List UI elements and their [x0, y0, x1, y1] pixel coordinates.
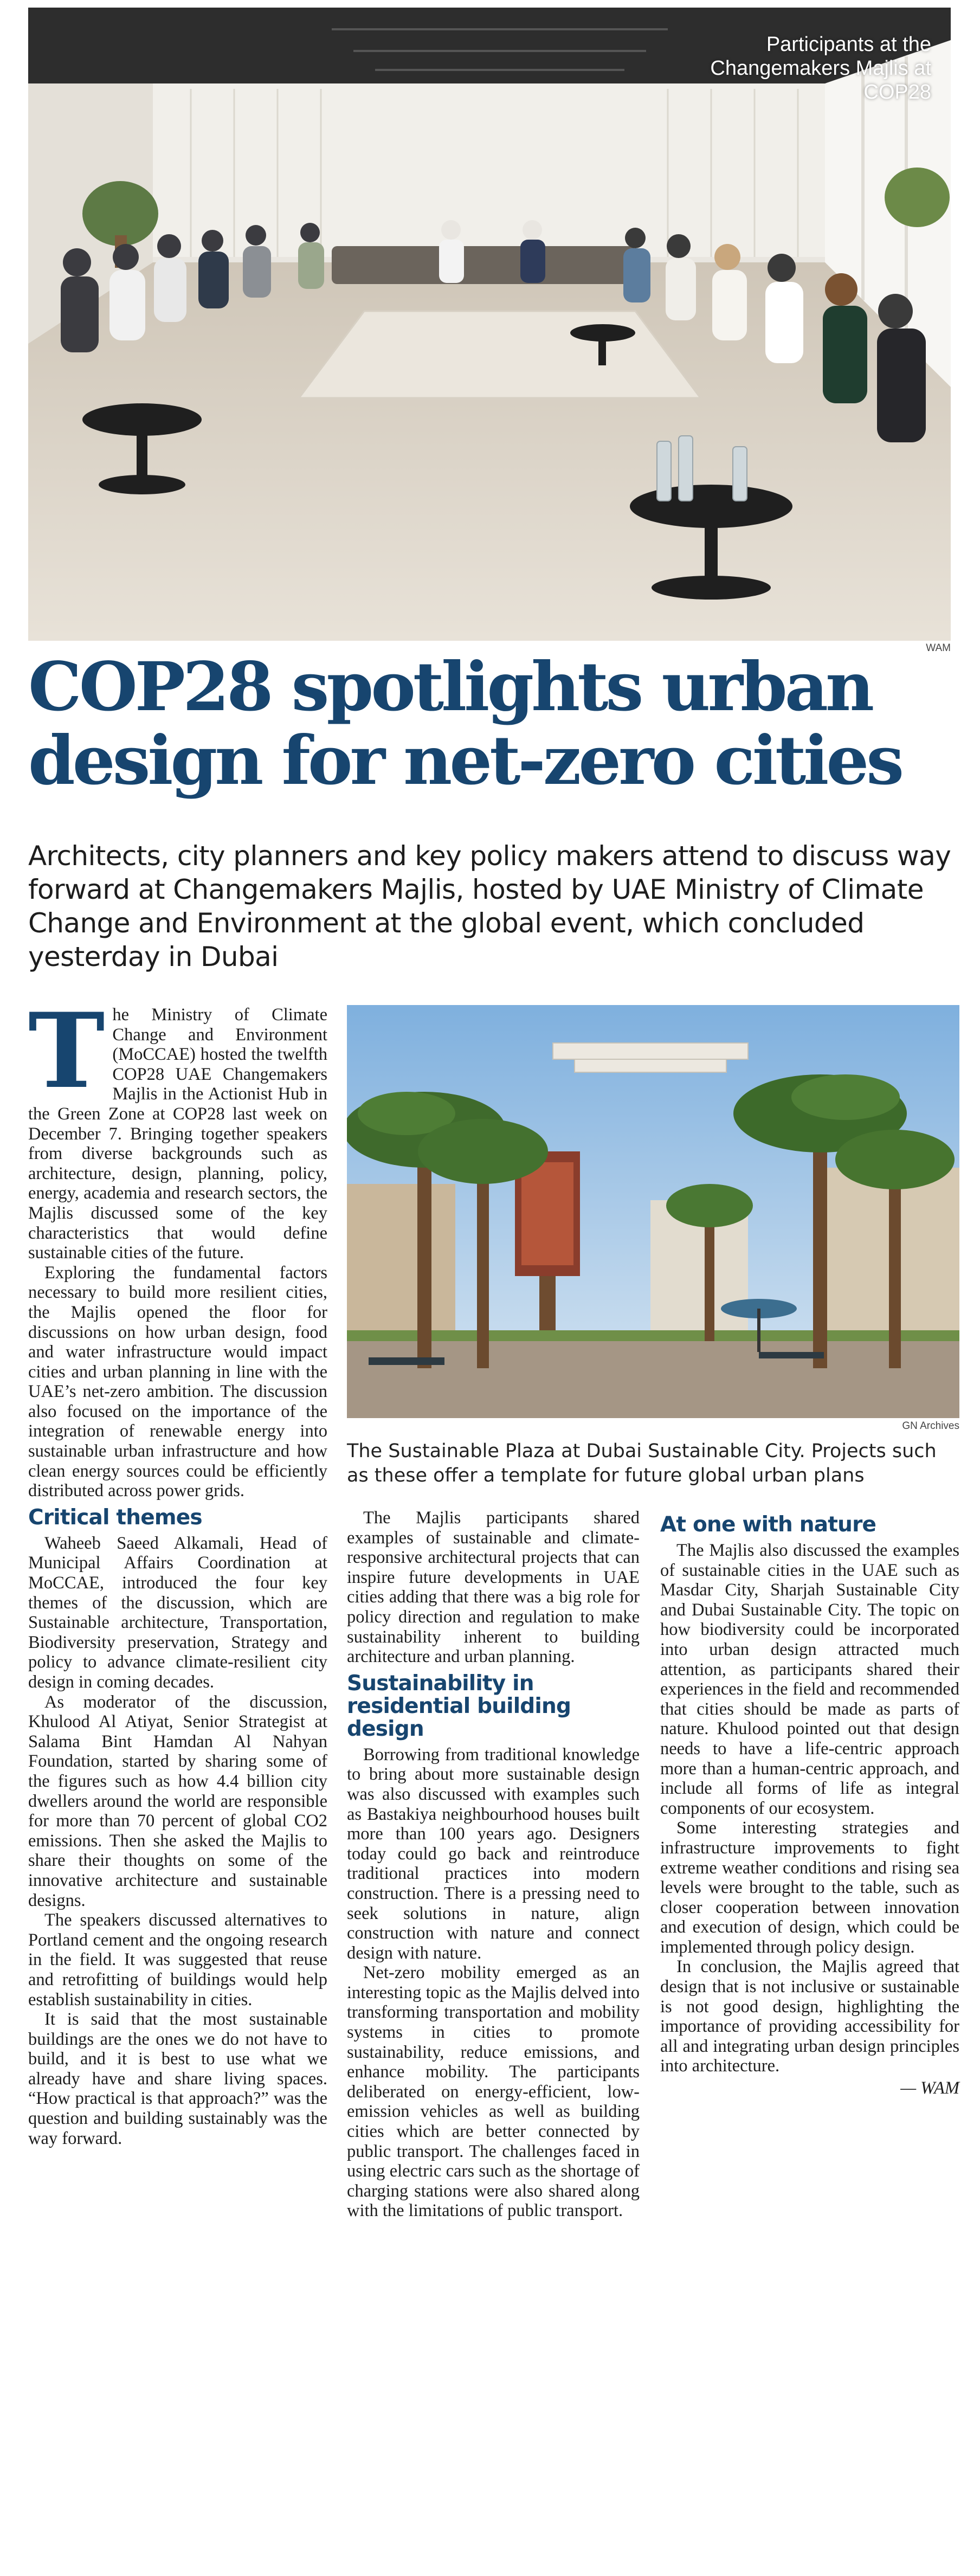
article-paragraph-2: Exploring the fundamental factors necessary to build more resilient cities, the Majlis opened the floor for discussions on how urban design, food and water infrastructure would impact cities and urban planning in line with the UAE’s net-zero ambition. The discussion also focused on the importance of the integration of renewable energy into sustainable urban infrastructure and how clean energy sources could be efficiently distributed across power grids.: [28, 1263, 327, 1501]
article-column-2: [347, 1508, 640, 2221]
article-paragraph-3: Waheeb Saeed Alkamali, Head of Municipal Affairs Coordination at MoCCAE, introduced the four key themes of the discussion, which are Sustainable architecture, Transportation, Biodiversity preservation, Strategy and policy to advance climate-resilient city design in coming decades.: [28, 1533, 327, 1692]
top-photo-credit: WAM: [926, 642, 951, 654]
article-paragraph-5: The speakers discussed alternatives to Portland cement and the ongoing research in the field. It was suggested that reuse and retrofitting of buildings would help establish sustainability in cities.: [28, 1910, 327, 2010]
signoff: — WAM: [900, 2078, 959, 2098]
article-paragraph-12: In conclusion, the Majlis agreed that design that is not inclusive or sustainable is not good design, highlighting the importance of providing accessibility for all and integrating urban design principles into architecture.: [660, 1957, 959, 2076]
article-paragraph-6: It is said that the most sustainable buildings are the ones we do not have to build, and it is best to use what we already have and share living spaces. “How practical is that approach?” was the question and building sustainably was the way forward.: [28, 2010, 327, 2148]
subhead-critical-themes: Critical themes: [28, 1505, 202, 1530]
subhead-at-one-with-nature: At one with nature: [660, 1512, 876, 1537]
photo-caption-overlay: Participants at the Changemakers Majlis at COP28: [710, 33, 931, 104]
article-paragraph-10: The Majlis also discussed the examples of sustainable cities in the UAE such as Masdar City, Sharjah Sustainable City and Dubai Sustainable City. The topic on how biodiversity could be incorporated into urban design attracted much attention, as participants shared their experiences in the field and recommended that cities should be made as parts of nature. Khulood pointed out that design needs to have a life-centric approach more than a human-centric approach, and include all forms of life as integral components of our ecosystem.: [660, 1541, 959, 1818]
headline: COP28 spotlights urban design for net-zero cities: [28, 648, 902, 800]
dropcap: T: [28, 990, 105, 1111]
standfirst: Architects, city planners and key policy makers attend to discuss way forward at Changemakers Majlis, hosted by UAE Ministry of Climate Change and Environment at the global event, which concluded yesterday in Dubai: [28, 840, 951, 973]
article-paragraph-11: Some interesting strategies and infrastructure improvements to fight extreme weather conditions and rising sea levels were brought to the table, such as closer cooperation between innovation and execution of design, which could be implemented through policy design.: [660, 1818, 959, 1957]
article-column-3: [660, 1508, 959, 2098]
inline-photo: [347, 1005, 959, 1418]
article-column-1: [28, 990, 327, 2148]
inline-photo-caption: The Sustainable Plaza at Dubai Sustainable City. Projects such as these offer a template for future global urban plans: [347, 1440, 937, 1486]
article-paragraph-7: The Majlis participants shared examples of sustainable and climate-responsive architectural projects that can inspire future developments in UAE cities adding that there was a big role for policy direction and regulation to make sustainability inherent to building architecture and urban planning.: [347, 1508, 640, 1667]
article-paragraph-1: [28, 990, 327, 1263]
top-photo: [28, 8, 951, 641]
article-paragraph-4: As moderator of the discussion, Khulood Al Atiyat, Senior Strategist at Salama Bint Hamdan Al Nahyan Foundation, started by sharing some of the figures such as how 4.4 billion city dwellers around the world are responsible for more than 70 percent of global CO2 emissions. Then she asked the Majlis to share their thoughts on some of the innovative architecture and sustainable designs.: [28, 1692, 327, 1910]
sustainable-plaza-illustration: [347, 1005, 959, 1418]
inline-photo-credit: GN Archives: [902, 1420, 959, 1432]
subhead-residential-design: Sustainability in residential building design: [347, 1671, 571, 1741]
article-paragraph-8: Borrowing from traditional knowledge to bring about more sustainable design was also discussed with examples such as Bastakiya neighbourhood houses built more than 100 years ago. Designers today could go back and reintroduce traditional practices into modern construction. There is a pressing need to seek solutions in nature, align construction with nature and connect design with nature.: [347, 1744, 640, 1963]
paragraph-text: he Ministry of Climate Change and Environment (MoCCAE) hosted the twelfth COP28 UAE Changemakers Majlis in the Actionist Hub in the Green Zone at COP28 last week on December 7. Bringing together speakers from diverse backgrounds such as architecture, design, planning, policy, energy, academia and research sectors, the Majlis discussed some of the key characteristics that would define sustainable cities of the future.: [28, 1005, 327, 1263]
article-paragraph-9: Net-zero mobility emerged as an interesting topic as the Majlis delved into transforming transportation and mobility systems in cities to promote sustainability, reduce emissions, and enhance mobility. The participants deliberated on energy-efficient, low-emission vehicles as well as building cities which are better connected by public transport. The challenges faced in using electric cars such as the shortage of charging stations were also shared along with the limitations of public transport.: [347, 1963, 640, 2221]
